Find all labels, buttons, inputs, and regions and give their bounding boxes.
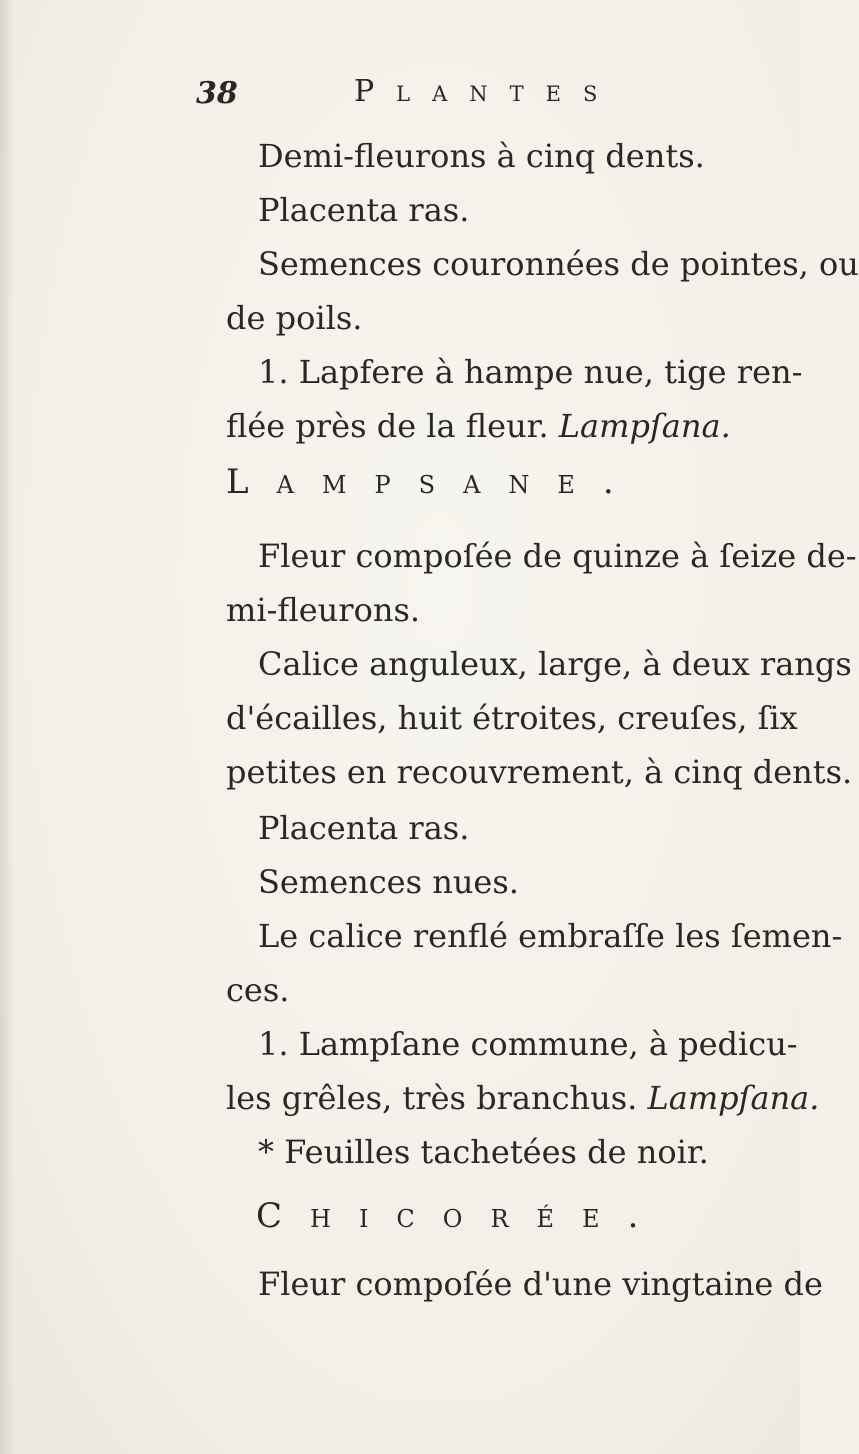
text-line: Placenta ras. [258, 809, 470, 847]
text-line [226, 1076, 819, 1120]
text-line: de poils. [226, 299, 363, 337]
text-line: * Feuilles tachetées de noir. [258, 1133, 709, 1171]
latin-name: Lampſana. [647, 1079, 820, 1117]
section-heading-chicoree: Chicorée. [256, 1196, 667, 1236]
text-line: Demi-fleurons à cinq dents. [258, 137, 705, 175]
text-line: Semences nues. [258, 863, 519, 901]
text-line: 1. Lampſane commune, à pedicu- [258, 1025, 798, 1063]
text-line: petites en recouvrement, à cinq dents. [226, 753, 853, 791]
text-line: 1. Lapfere à hampe nue, tige ren- [258, 353, 803, 391]
text-line: Semences couronnées de pointes, ou [258, 245, 859, 283]
text-line-segment: les grêles, très branchus. [226, 1079, 638, 1117]
text-line: Le calice renflé embraſſe les ſemen- [258, 917, 843, 955]
page-number: 38 [196, 76, 238, 111]
running-head [196, 72, 656, 122]
text-line: ces. [226, 971, 290, 1009]
text-line: Calice anguleux, large, à deux rangs [258, 645, 852, 683]
text-line [226, 404, 731, 448]
running-title: Plantes [354, 74, 620, 109]
text-line: d'écailles, huit étroites, creuſes, ſix [226, 699, 798, 737]
latin-name: Lampſana. [558, 407, 731, 445]
page-spine-shadow [0, 0, 14, 1454]
text-line: Fleur compoſée d'une vingtaine de [258, 1265, 823, 1303]
text-line: Fleur compoſée de quinze à ſeize de- [258, 537, 857, 575]
section-heading-lampsane: Lampsane. [226, 462, 642, 502]
text-line: mi-fleurons. [226, 591, 421, 629]
text-line-segment: flée près de la fleur. [226, 407, 549, 445]
text-line: Placenta ras. [258, 191, 470, 229]
